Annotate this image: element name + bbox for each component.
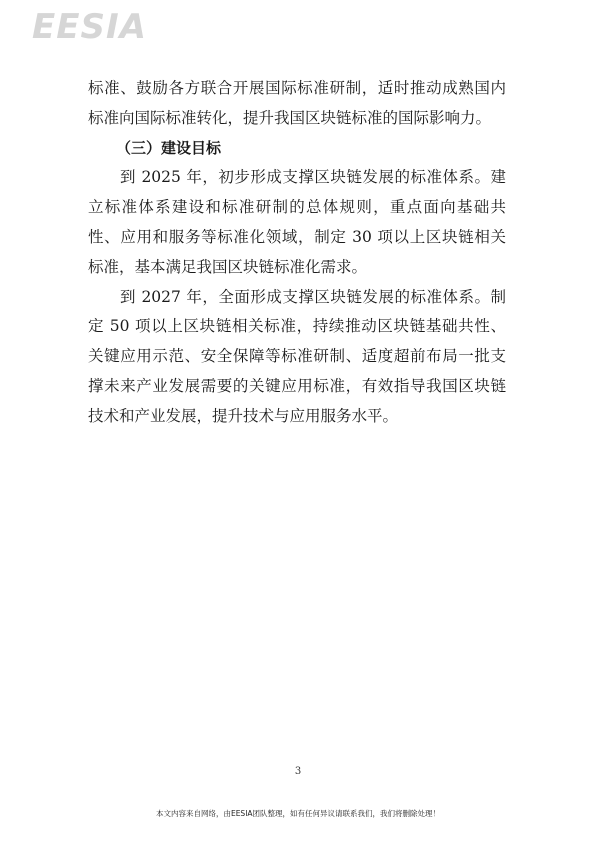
section-heading: （三）建设目标 (116, 138, 222, 157)
eesia-logo: EESIA (32, 7, 147, 47)
document-body (88, 74, 506, 432)
page-number: 3 (294, 766, 302, 777)
body-line: 标准向国际标准转化，提升我国区块链标准的国际影响力。 (88, 108, 492, 127)
body-line: 标准，基本满足我国区块链标准化需求。 (88, 257, 368, 276)
footer-disclaimer: 本文内容来自网络，由EESIA团队整理，如有任何异议请联系我们，我们将删除处理！ (155, 809, 441, 818)
body-line: 到 2025 年，初步形成支撑区块链发展的标准体系。建 (120, 168, 506, 187)
body-line: 到 2027 年，全面形成支撑区块链发展的标准体系。制 (120, 287, 506, 306)
body-line: 立标准体系建设和标准研制的总体规则，重点面向基础共 (88, 198, 506, 217)
body-line: 关键应用示范、安全保障等标准研制、适度超前布局一批支 (88, 347, 506, 366)
body-line: 性、应用和服务等标准化领域，制定 30 项以上区块链相关 (88, 227, 506, 246)
body-line: 定 50 项以上区块链相关标准，持续推动区块链基础共性、 (88, 317, 506, 336)
body-line: 技术和产业发展，提升技术与应用服务水平。 (88, 406, 399, 425)
body-line: 标准、鼓励各方联合开展国际标准研制，适时推动成熟国内 (88, 79, 506, 97)
body-line: 撑未来产业发展需要的关键应用标准，有效指导我国区块链 (88, 376, 506, 395)
